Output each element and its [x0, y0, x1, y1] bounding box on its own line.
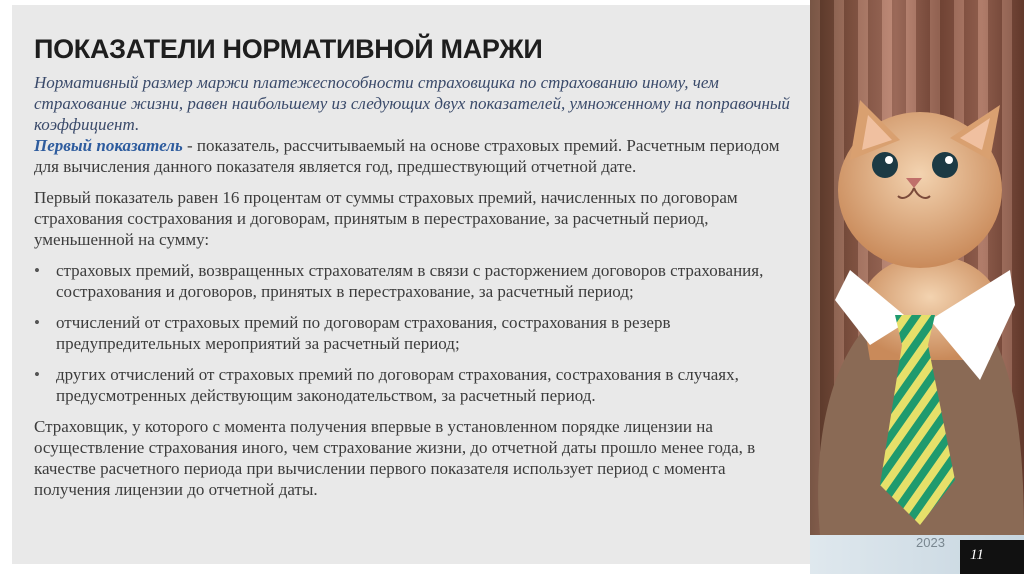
paragraph-2: Первый показатель равен 16 процентам от суммы страховых премий, начисленных по договорам страхования сострахования и договорам, принятым в перестрахование, за расчетный период, уменьшенной на сумму:: [34, 188, 738, 249]
slide-body: [34, 72, 800, 500]
cat-in-tie-photo: [810, 0, 1024, 535]
slide-title: ПОКАЗАТЕЛИ НОРМАТИВНОЙ МАРЖИ: [34, 34, 543, 64]
list-item: [34, 364, 800, 406]
bullet-text: других отчислений от страховых премий по договорам страхования, сострахования в случаях, предусмотренных действующим законодательством, за расчетный период.: [56, 365, 739, 405]
intro-paragraph: Нормативный размер маржи платежеспособности страховщика по страхованию иному, чем страхование жизни, равен наибольшему из следующих двух показателей, умноженному на поправочный коэффициент.: [34, 73, 790, 134]
bullet-icon: •: [34, 261, 40, 280]
bullet-text: отчислений от страховых премий по договорам страхования, сострахования в резерв предупредительных мероприятий за расчетный период;: [56, 313, 671, 353]
list-item: [34, 312, 800, 354]
year-label: 2023: [916, 535, 945, 550]
page-number: 11: [970, 547, 984, 563]
first-indicator-term: Первый показатель: [34, 136, 183, 155]
first-indicator-text: - показатель, рассчитываемый на основе страховых премий. Расчетным периодом для вычисления данного показателя является год, предшествующий отчетной дате.: [34, 136, 780, 176]
first-indicator-paragraph: [34, 135, 800, 177]
bullet-text: страховых премий, возвращенных страхователям в связи с расторжением договоров страхования, сострахования и договоров, принятых в перестрахование, за расчетный период;: [56, 261, 764, 301]
page-number-box: [960, 540, 1024, 574]
paragraph-3: Страховщик, у которого с момента получения впервые в установленном порядке лицензии на осуществление страхования иного, чем страхование жизни, до отчетной даты прошло менее года, в качестве расчетного периода при вычислении первого показателя использует период с момента получения лицензии до отчетной даты.: [34, 417, 756, 499]
list-item: [34, 260, 800, 302]
bullet-icon: •: [34, 365, 40, 384]
cat-illustration: [810, 0, 1024, 535]
bullet-icon: •: [34, 313, 40, 332]
deductions-list: [34, 260, 800, 406]
